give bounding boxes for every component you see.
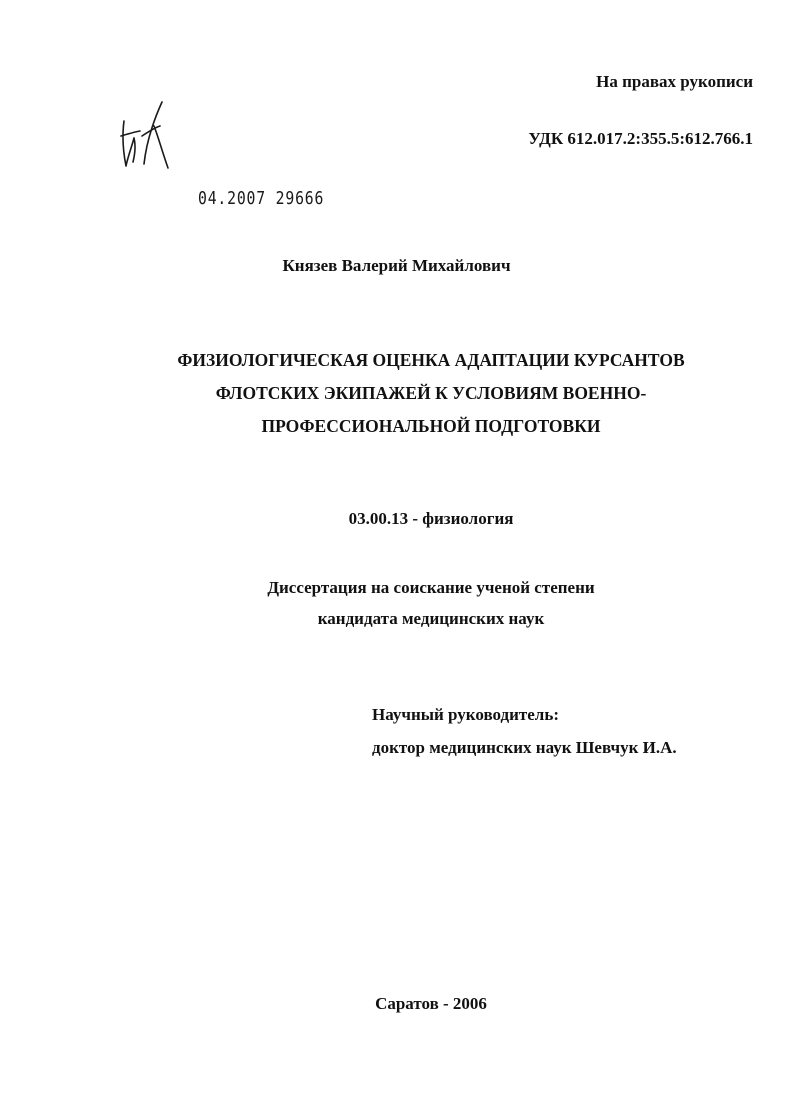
degree-line: кандидата медицинских наук — [317, 609, 545, 628]
city-year: Саратов - 2006 — [375, 994, 487, 1013]
handwritten-signature-icon — [114, 96, 176, 176]
title-line: ФЛОТСКИХ ЭКИПАЖЕЙ К УСЛОВИЯМ ВОЕННО- — [215, 383, 647, 403]
specialty-code: 03.00.13 - физиология — [348, 509, 514, 528]
degree-statement — [0, 572, 793, 634]
udk-code: УДК 612.017.2:355.5:612.766.1 — [528, 129, 753, 148]
dissertation-title — [0, 344, 793, 443]
supervisor-name: доктор медицинских наук Шевчук И.А. — [372, 738, 677, 757]
title-line: ПРОФЕССИОНАЛЬНОЙ ПОДГОТОВКИ — [261, 416, 601, 436]
library-stamp-number: 04.2007 29666 — [198, 188, 325, 209]
supervisor-block — [372, 698, 677, 764]
title-line: ФИЗИОЛОГИЧЕСКАЯ ОЦЕНКА АДАПТАЦИИ КУРСАНТОВ — [177, 350, 685, 370]
author-name: Князев Валерий Михайлович — [282, 256, 511, 275]
supervisor-label: Научный руководитель: — [372, 705, 559, 724]
rights-notice: На правах рукописи — [596, 72, 753, 91]
degree-line: Диссертация на соискание ученой степени — [267, 578, 595, 597]
